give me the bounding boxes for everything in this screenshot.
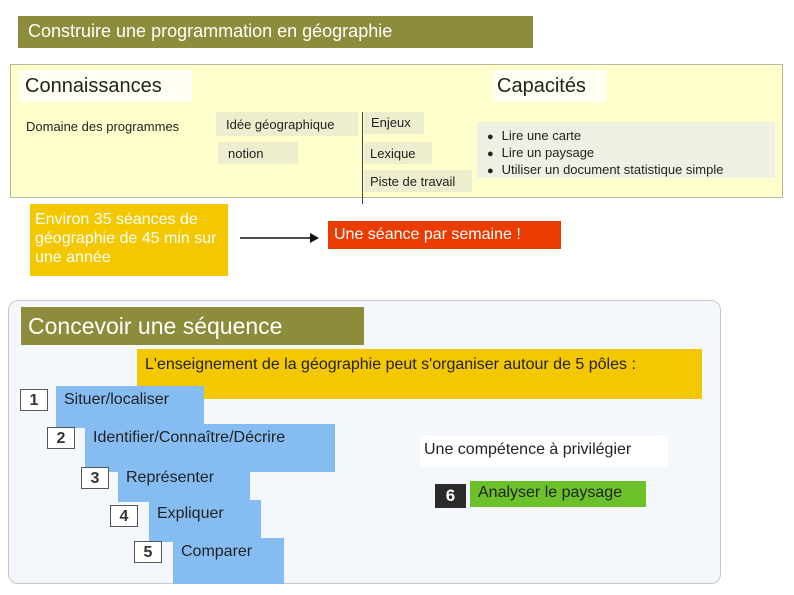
divider-line <box>362 112 363 204</box>
lexique-box: Lexique <box>364 142 432 164</box>
list-item: ● Lire une carte <box>487 128 769 145</box>
list-item: ● Lire un paysage <box>487 145 769 162</box>
sequence-title: Concevoir une séquence <box>21 307 364 345</box>
step-expliquer: Expliquer <box>149 500 261 542</box>
notion-box: notion <box>218 142 298 164</box>
step-number: 3 <box>81 467 109 489</box>
competence-label: Une compétence à privilégier <box>420 436 668 466</box>
page-title: Construire une programmation en géographie <box>18 16 533 48</box>
step-identifier: Identifier/Connaître/Décrire <box>85 424 335 472</box>
connaissances-label: Connaissances <box>19 70 192 102</box>
domaine-box: Domaine des programmes <box>18 114 214 138</box>
step-situer: Situer/localiser <box>56 386 204 428</box>
step-number: 5 <box>134 541 162 563</box>
sequence-intro: L'enseignement de la géographie peut s'organiser autour de 5 pôles : <box>137 349 702 399</box>
idee-box: Idée géographique <box>216 112 358 136</box>
step-number: 1 <box>20 389 48 411</box>
seances-box: Environ 35 séances de géographie de 45 min sur une année <box>30 204 228 276</box>
capacites-label: Capacités <box>493 70 606 102</box>
competence-number: 6 <box>435 484 466 508</box>
capacites-list <box>477 122 775 178</box>
step-number: 4 <box>110 505 138 527</box>
arrow-right-icon <box>238 230 320 246</box>
step-number: 2 <box>47 427 75 449</box>
list-item: ● Utiliser un document statistique simple <box>487 162 769 179</box>
piste-box: Piste de travail <box>364 170 472 192</box>
step-representer: Représenter <box>118 464 250 502</box>
semaine-box: Une séance par semaine ! <box>328 221 561 249</box>
competence-analyser: Analyser le paysage <box>470 481 646 507</box>
enjeux-box: Enjeux <box>364 112 424 134</box>
step-comparer: Comparer <box>173 538 284 584</box>
